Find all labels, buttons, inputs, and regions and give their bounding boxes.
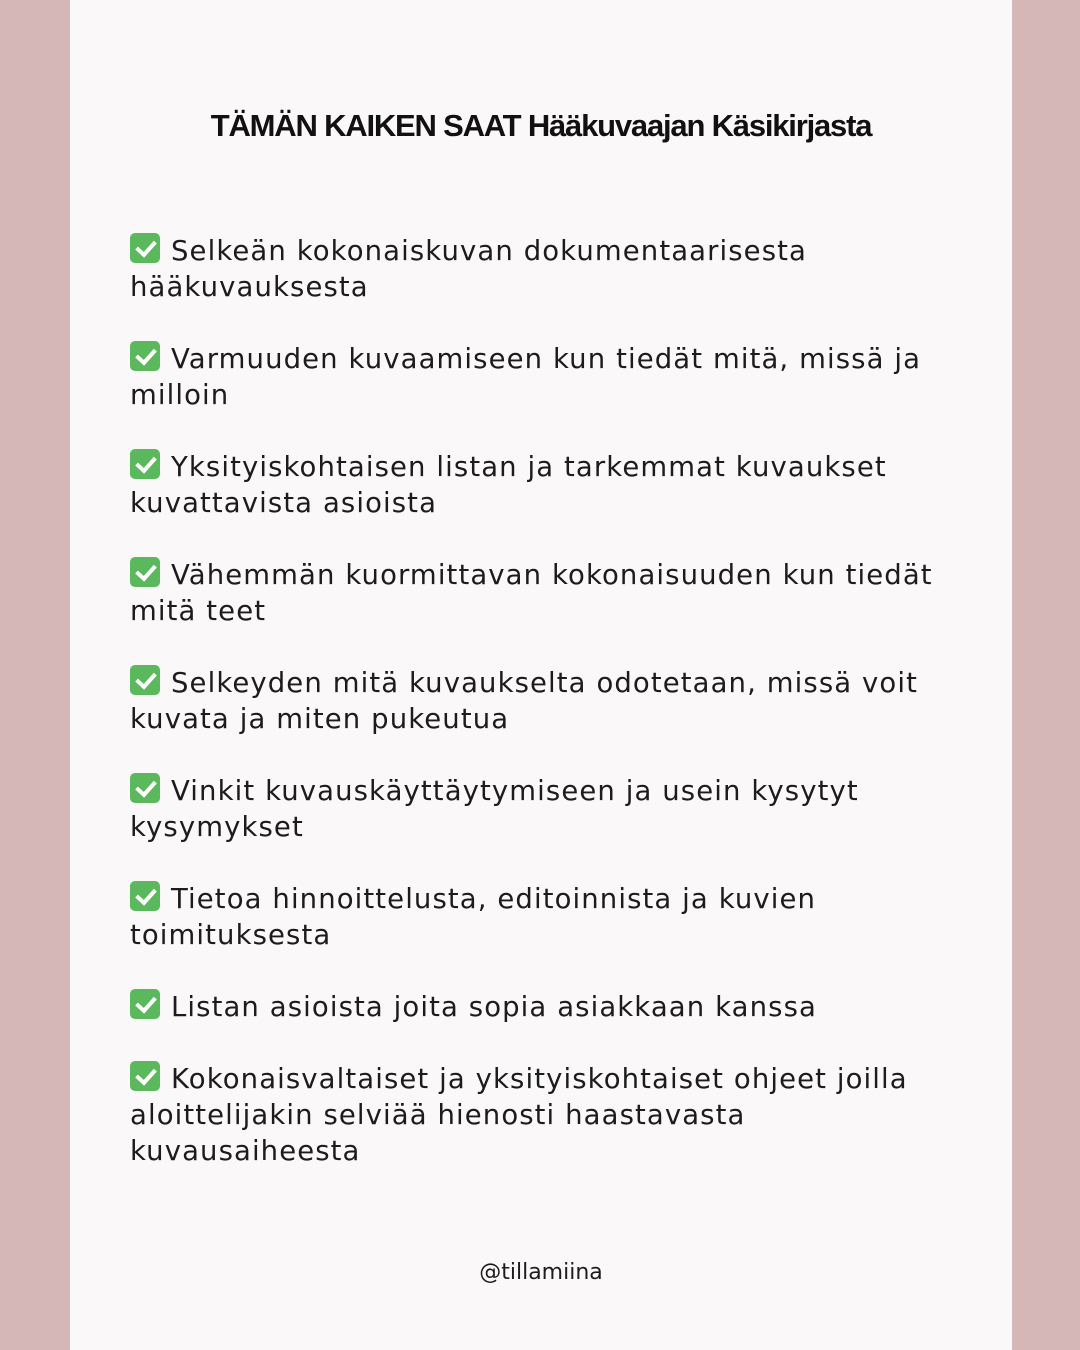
list-item-text: Varmuuden kuvaamiseen kun tiedät mitä, missä ja milloin <box>130 343 922 411</box>
list-item <box>130 989 960 1025</box>
check-mark-icon <box>130 449 160 479</box>
benefit-list <box>130 233 960 1205</box>
list-item <box>130 773 960 845</box>
list-item <box>130 341 960 413</box>
check-mark-icon <box>130 773 160 803</box>
check-mark-icon <box>130 233 160 263</box>
author-handle: @tillamiina <box>479 1260 603 1285</box>
page-title: TÄMÄN KAIKEN SAAT Hääkuvaajan Käsikirjasta <box>210 108 872 143</box>
list-item-text: Selkeyden mitä kuvaukselta odotetaan, missä voit kuvata ja miten pukeutua <box>130 667 918 735</box>
check-mark-icon <box>130 665 160 695</box>
list-item-text: Listan asioista joita sopia asiakkaan kanssa <box>171 991 817 1023</box>
check-mark-icon <box>130 341 160 371</box>
list-item-text: Yksityiskohtaisen listan ja tarkemmat kuvaukset kuvattavista asioista <box>130 451 887 519</box>
list-item-text: Tietoa hinnoittelusta, editoinnista ja kuvien toimituksesta <box>130 883 817 951</box>
list-item-text: Selkeän kokonaiskuvan dokumentaarisesta hääkuvauksesta <box>130 235 807 303</box>
check-mark-icon <box>130 557 160 587</box>
list-item <box>130 881 960 953</box>
list-item <box>130 557 960 629</box>
content-card <box>70 0 1012 1350</box>
check-mark-icon <box>130 989 160 1019</box>
list-item <box>130 665 960 737</box>
list-item <box>130 449 960 521</box>
check-mark-icon <box>130 1061 160 1091</box>
list-item-text: Vinkit kuvauskäyttäytymiseen ja usein kysytyt kysymykset <box>130 775 859 843</box>
list-item-text: Vähemmän kuormittavan kokonaisuuden kun tiedät mitä teet <box>130 559 933 627</box>
list-item-text: Kokonaisvaltaiset ja yksityiskohtaiset ohjeet joilla aloittelijakin selviää hienosti haastavasta kuvausaiheesta <box>130 1063 908 1167</box>
check-mark-icon <box>130 881 160 911</box>
list-item <box>130 1061 960 1169</box>
list-item <box>130 233 960 305</box>
